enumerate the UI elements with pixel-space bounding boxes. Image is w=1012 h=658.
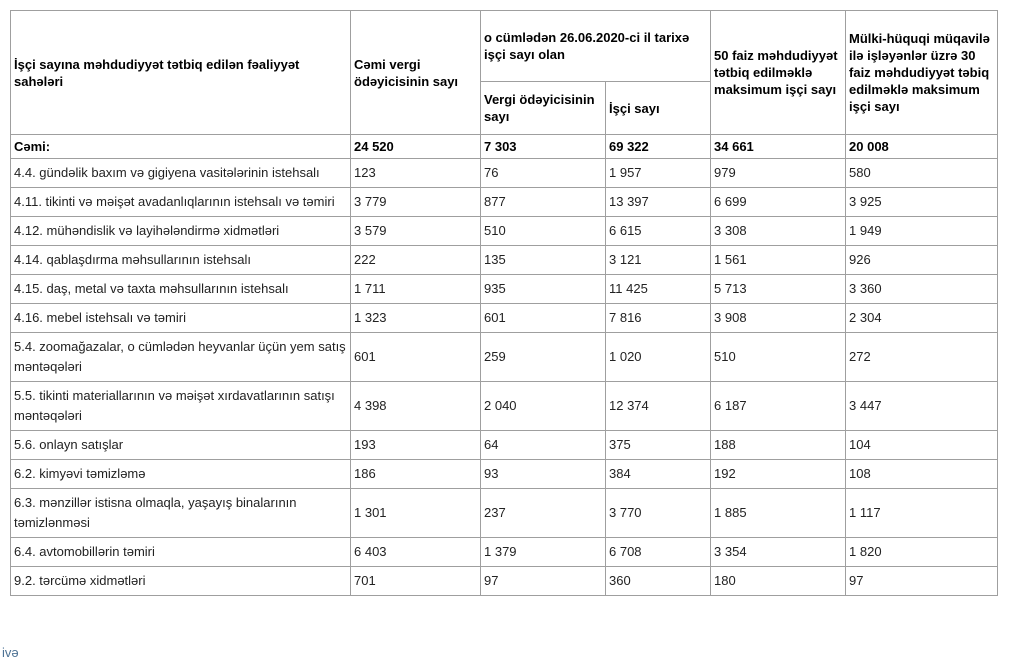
value-cell: 13 397 xyxy=(606,188,711,217)
value-cell: 7 816 xyxy=(606,304,711,333)
value-cell: 3 579 xyxy=(351,217,481,246)
value-cell: 1 820 xyxy=(846,538,998,567)
activity-cell: 6.3. mənzillər istisna olmaqla, yaşayış binalarının təmizlənməsi xyxy=(11,489,351,538)
total-row xyxy=(11,135,998,159)
value-cell: 1 949 xyxy=(846,217,998,246)
value-cell: 93 xyxy=(481,460,606,489)
value-cell: 272 xyxy=(846,333,998,382)
activity-cell: 4.14. qablaşdırma məhsullarının istehsalı xyxy=(11,246,351,275)
total-label: Cəmi: xyxy=(11,135,351,159)
value-cell: 510 xyxy=(481,217,606,246)
value-cell: 580 xyxy=(846,159,998,188)
value-cell: 935 xyxy=(481,275,606,304)
value-cell: 3 308 xyxy=(711,217,846,246)
value-cell: 97 xyxy=(481,567,606,596)
value-cell: 2 304 xyxy=(846,304,998,333)
value-cell: 3 770 xyxy=(606,489,711,538)
value-cell: 384 xyxy=(606,460,711,489)
activity-cell: 4.11. tikinti və məişət avadanlıqlarının istehsalı və təmiri xyxy=(11,188,351,217)
total-value: 20 008 xyxy=(846,135,998,159)
activity-cell: 9.2. tərcümə xidmətləri xyxy=(11,567,351,596)
value-cell: 97 xyxy=(846,567,998,596)
value-cell: 601 xyxy=(481,304,606,333)
header-sub-taxpayers: Vergi ödəyicisinin sayı xyxy=(481,82,606,135)
table-row xyxy=(11,460,998,489)
value-cell: 3 779 xyxy=(351,188,481,217)
value-cell: 6 615 xyxy=(606,217,711,246)
value-cell: 237 xyxy=(481,489,606,538)
value-cell: 180 xyxy=(711,567,846,596)
value-cell: 188 xyxy=(711,431,846,460)
activity-cell: 5.4. zoomağazalar, o cümlədən heyvanlar üçün yem satış məntəqələri xyxy=(11,333,351,382)
value-cell: 1 711 xyxy=(351,275,481,304)
table-row xyxy=(11,217,998,246)
partial-link[interactable]: ivə xyxy=(2,645,19,658)
value-cell: 64 xyxy=(481,431,606,460)
value-cell: 4 398 xyxy=(351,382,481,431)
value-cell: 3 360 xyxy=(846,275,998,304)
table-row xyxy=(11,246,998,275)
table-row xyxy=(11,275,998,304)
table-row xyxy=(11,538,998,567)
value-cell: 1 561 xyxy=(711,246,846,275)
value-cell: 222 xyxy=(351,246,481,275)
table-row xyxy=(11,382,998,431)
value-cell: 601 xyxy=(351,333,481,382)
header-group-as-of-date: o cümlədən 26.06.2020-ci il tarixə işçi sayı olan xyxy=(481,11,711,82)
value-cell: 104 xyxy=(846,431,998,460)
value-cell: 877 xyxy=(481,188,606,217)
header-row-top xyxy=(11,11,998,82)
table-row xyxy=(11,188,998,217)
table-row xyxy=(11,304,998,333)
value-cell: 360 xyxy=(606,567,711,596)
total-value: 34 661 xyxy=(711,135,846,159)
table-row xyxy=(11,489,998,538)
value-cell: 6 708 xyxy=(606,538,711,567)
value-cell: 135 xyxy=(481,246,606,275)
value-cell: 6 699 xyxy=(711,188,846,217)
value-cell: 2 040 xyxy=(481,382,606,431)
value-cell: 5 713 xyxy=(711,275,846,304)
value-cell: 3 908 xyxy=(711,304,846,333)
value-cell: 3 925 xyxy=(846,188,998,217)
value-cell: 1 117 xyxy=(846,489,998,538)
value-cell: 108 xyxy=(846,460,998,489)
value-cell: 701 xyxy=(351,567,481,596)
value-cell: 259 xyxy=(481,333,606,382)
table-row xyxy=(11,159,998,188)
employee-limit-table xyxy=(10,10,998,596)
value-cell: 12 374 xyxy=(606,382,711,431)
value-cell: 1 301 xyxy=(351,489,481,538)
activity-cell: 4.15. daş, metal və taxta məhsullarının istehsalı xyxy=(11,275,351,304)
activity-cell: 4.4. gündəlik baxım və gigiyena vasitələrinin istehsalı xyxy=(11,159,351,188)
value-cell: 1 323 xyxy=(351,304,481,333)
activity-cell: 4.12. mühəndislik və layihələndirmə xidmətləri xyxy=(11,217,351,246)
value-cell: 3 121 xyxy=(606,246,711,275)
total-value: 7 303 xyxy=(481,135,606,159)
header-limit-50: 50 faiz məhdudiyyət tətbiq edilməklə maksimum işçi sayı xyxy=(711,11,846,135)
value-cell: 926 xyxy=(846,246,998,275)
value-cell: 3 354 xyxy=(711,538,846,567)
value-cell: 1 379 xyxy=(481,538,606,567)
value-cell: 186 xyxy=(351,460,481,489)
value-cell: 6 187 xyxy=(711,382,846,431)
activity-cell: 6.2. kimyəvi təmizləmə xyxy=(11,460,351,489)
total-value: 24 520 xyxy=(351,135,481,159)
activity-cell: 5.6. onlayn satışlar xyxy=(11,431,351,460)
table-row xyxy=(11,431,998,460)
value-cell: 192 xyxy=(711,460,846,489)
value-cell: 3 447 xyxy=(846,382,998,431)
value-cell: 1 020 xyxy=(606,333,711,382)
total-value: 69 322 xyxy=(606,135,711,159)
value-cell: 510 xyxy=(711,333,846,382)
table-row xyxy=(11,567,998,596)
value-cell: 76 xyxy=(481,159,606,188)
value-cell: 11 425 xyxy=(606,275,711,304)
activity-cell: 5.5. tikinti materiallarının və məişət xırdavatlarının satışı məntəqələri xyxy=(11,382,351,431)
activity-cell: 4.16. mebel istehsalı və təmiri xyxy=(11,304,351,333)
value-cell: 1 957 xyxy=(606,159,711,188)
value-cell: 979 xyxy=(711,159,846,188)
value-cell: 6 403 xyxy=(351,538,481,567)
value-cell: 375 xyxy=(606,431,711,460)
value-cell: 123 xyxy=(351,159,481,188)
header-limit-30-civil: Mülki-hüquqi müqavilə ilə işləyənlər üzrə 30 faiz məhdudiyyət təbiq edilməklə maksimum işçi sayı xyxy=(846,11,998,135)
value-cell: 1 885 xyxy=(711,489,846,538)
value-cell: 193 xyxy=(351,431,481,460)
header-total-taxpayers: Cəmi vergi ödəyicisinin sayı xyxy=(351,11,481,135)
header-activity: İşçi sayına məhdudiyyət tətbiq edilən fəaliyyət sahələri xyxy=(11,11,351,135)
activity-cell: 6.4. avtomobillərin təmiri xyxy=(11,538,351,567)
header-sub-employees: İşçi sayı xyxy=(606,82,711,135)
table-row xyxy=(11,333,998,382)
